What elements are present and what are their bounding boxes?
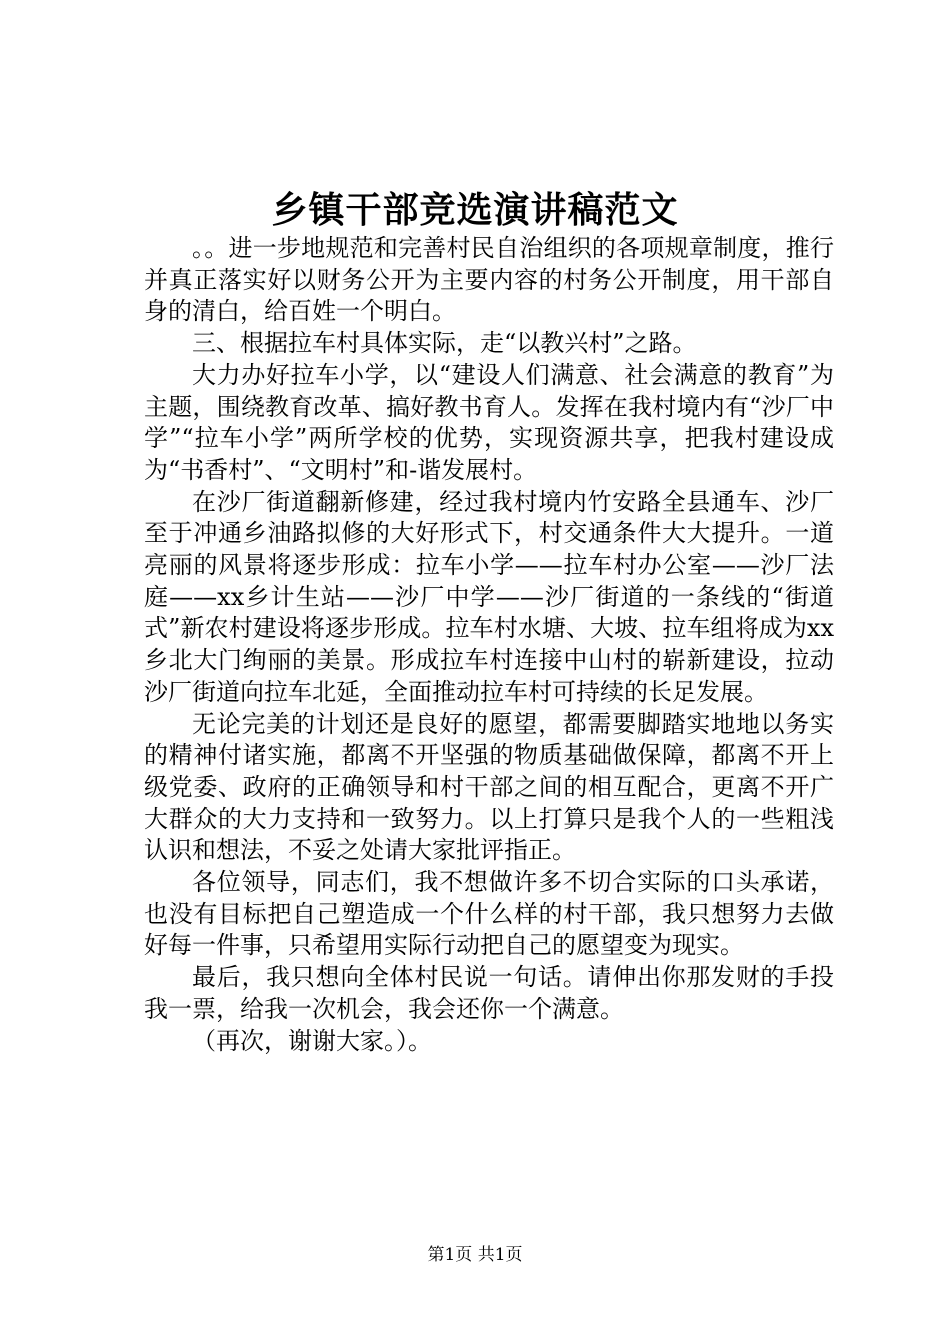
- document-body: [144, 233, 834, 1057]
- paragraph: 。。进一步地规范和完善村民自治组织的各项规章制度，推行并真正落实好以财务公开为主要内容的村务公开制度，用干部自身的清白，给百姓一个明白。: [144, 234, 834, 326]
- paragraph: 无论完美的计划还是良好的愿望，都需要脚踏实地地以务实的精神付诸实施，都离不开坚强的物质基础做保障，都离不开上级党委、政府的正确领导和村干部之间的相互配合，更离不开广大群众的大力支持和一致努力。以上打算只是我个人的一些粗浅认识和想法，不妥之处请大家批评指正。: [144, 709, 834, 865]
- paragraph: 各位领导，同志们，我不想做许多不切合实际的口头承诺，也没有目标把自己塑造成一个什么样的村干部，我只想努力去做好每一件事，只希望用实际行动把自己的愿望变为现实。: [144, 868, 834, 960]
- paragraph: 三、根据拉车村具体实际，走“以教兴村”之路。: [192, 329, 697, 358]
- paragraph: 在沙厂街道翻新修建，经过我村境内竹安路全县通车、沙厂至于冲通乡油路拟修的大好形式下，村交通条件大大提升。一道亮丽的风景将逐步形成：拉车小学——拉车村办公室——沙厂法庭——xx乡计生站——沙厂中学——沙厂街道的一条线的“街道式”新农村建设将逐步形成。拉车村水塘、大坡、拉车组将成为xx乡北大门绚丽的美景。形成拉车村连接中山村的崭新建设，拉动沙厂街道向拉车北延，全面推动拉车村可持续的长足发展。: [144, 487, 834, 706]
- document-title: 乡镇干部竞选演讲稿范文: [271, 189, 679, 231]
- page-footer: 第1页 共1页: [427, 1245, 523, 1265]
- paragraph: （再次，谢谢大家。）。: [192, 1026, 432, 1055]
- paragraph: 大力办好拉车小学，以“建设人们满意、社会满意的教育”为主题，围绕教育改革、搞好教书育人。发挥在我村境内有“沙厂中学”“拉车小学”两所学校的优势，实现资源共享，把我村建设成为“书香村”、“文明村”和-谐发展村。: [144, 360, 834, 484]
- paragraph: 最后，我只想向全体村民说一句话。请伸出你那发财的手投我一票，给我一次机会，我会还你一个满意。: [144, 963, 834, 1023]
